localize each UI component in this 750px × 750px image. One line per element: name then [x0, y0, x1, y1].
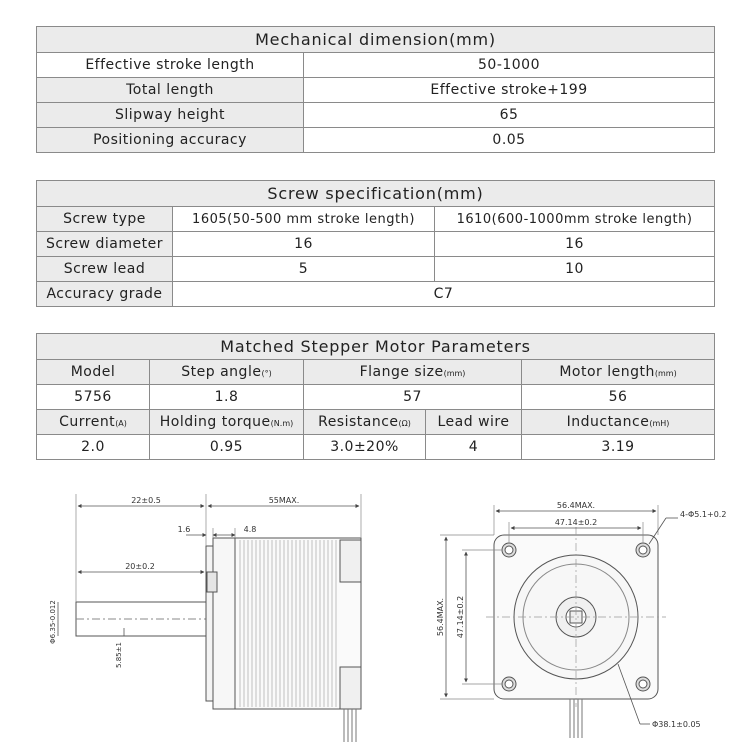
accuracy-grade-label: Accuracy grade	[37, 282, 173, 307]
step-angle-value: 1.8	[150, 385, 304, 410]
flange	[206, 546, 213, 701]
dim-flat-length: 20±0.2	[125, 562, 155, 571]
lead-wire-value: 4	[426, 435, 522, 460]
dim-shaft-length: 22±0.5	[131, 496, 161, 505]
screw-lead-a: 5	[173, 257, 435, 282]
row-value: Effective stroke+199	[304, 78, 715, 103]
screw-lead-label: Screw lead	[37, 257, 173, 282]
resistance-value: 3.0±20%	[304, 435, 426, 460]
row-value: 0.05	[304, 128, 715, 153]
screw-diameter-label: Screw diameter	[37, 232, 173, 257]
mechanical-title: Mechanical dimension(mm)	[37, 27, 715, 53]
screw-lead-b: 10	[435, 257, 715, 282]
screw-diameter-a: 16	[173, 232, 435, 257]
step-angle-label: Step angle(°)	[150, 360, 304, 385]
row-label: Total length	[37, 78, 304, 103]
holding-torque-value: 0.95	[150, 435, 304, 460]
screw-type-label: Screw type	[37, 207, 173, 232]
flange-size-value: 57	[304, 385, 522, 410]
motor-title: Matched Stepper Motor Parameters	[37, 334, 715, 360]
row-value: 50-1000	[304, 53, 715, 78]
dim-hole-spacing-vertical: 47.14±0.2	[456, 595, 465, 639]
screw-specification-table	[36, 180, 715, 307]
boss	[213, 538, 235, 709]
row-label: Positioning accuracy	[37, 128, 304, 153]
holding-torque-label: Holding torque(N.m)	[150, 410, 304, 435]
motor-length-label: Motor length(mm)	[522, 360, 715, 385]
dim-flat-depth: 5.85±1	[115, 642, 123, 668]
model-label: Model	[37, 360, 150, 385]
dim-outer-width: 56.4MAX.	[556, 501, 596, 510]
row-value: 65	[304, 103, 715, 128]
dim-hole-diameter: 4-Φ5.1+0.2	[680, 510, 727, 519]
dim-outer-height: 56.4MAX.	[436, 597, 445, 637]
dim-pilot-diameter: Φ38.1±0.05	[652, 720, 701, 729]
mechanical-dimension-table	[36, 26, 715, 153]
screw-type-b: 1610(600-1000mm stroke length)	[435, 207, 715, 232]
model-value: 5756	[37, 385, 150, 410]
lead-wire-label: Lead wire	[426, 410, 522, 435]
current-label: Current(A)	[37, 410, 150, 435]
dim-flange: 1.6	[177, 525, 191, 534]
screw-type-a: 1605(50-500 mm stroke length)	[173, 207, 435, 232]
motor-parameters-table	[36, 333, 715, 460]
dim-shaft-diameter: Φ6.35-0.012	[49, 600, 57, 644]
dim-body-length: 55MAX.	[268, 496, 300, 505]
current-value: 2.0	[37, 435, 150, 460]
row-label: Effective stroke length	[37, 53, 304, 78]
screw-title: Screw specification(mm)	[37, 181, 715, 207]
inductance-label: Inductance(mH)	[522, 410, 715, 435]
screw-diameter-b: 16	[435, 232, 715, 257]
flange-size-label: Flange size(mm)	[304, 360, 522, 385]
accuracy-grade-value: C7	[173, 282, 715, 307]
motor-technical-drawing	[0, 480, 750, 750]
inductance-value: 3.19	[522, 435, 715, 460]
row-label: Slipway height	[37, 103, 304, 128]
motor-length-value: 56	[522, 385, 715, 410]
side-view	[58, 494, 361, 742]
front-view	[440, 505, 678, 738]
resistance-label: Resistance(Ω)	[304, 410, 426, 435]
dim-hole-spacing: 47.14±0.2	[554, 518, 598, 527]
dim-boss: 4.8	[243, 525, 257, 534]
